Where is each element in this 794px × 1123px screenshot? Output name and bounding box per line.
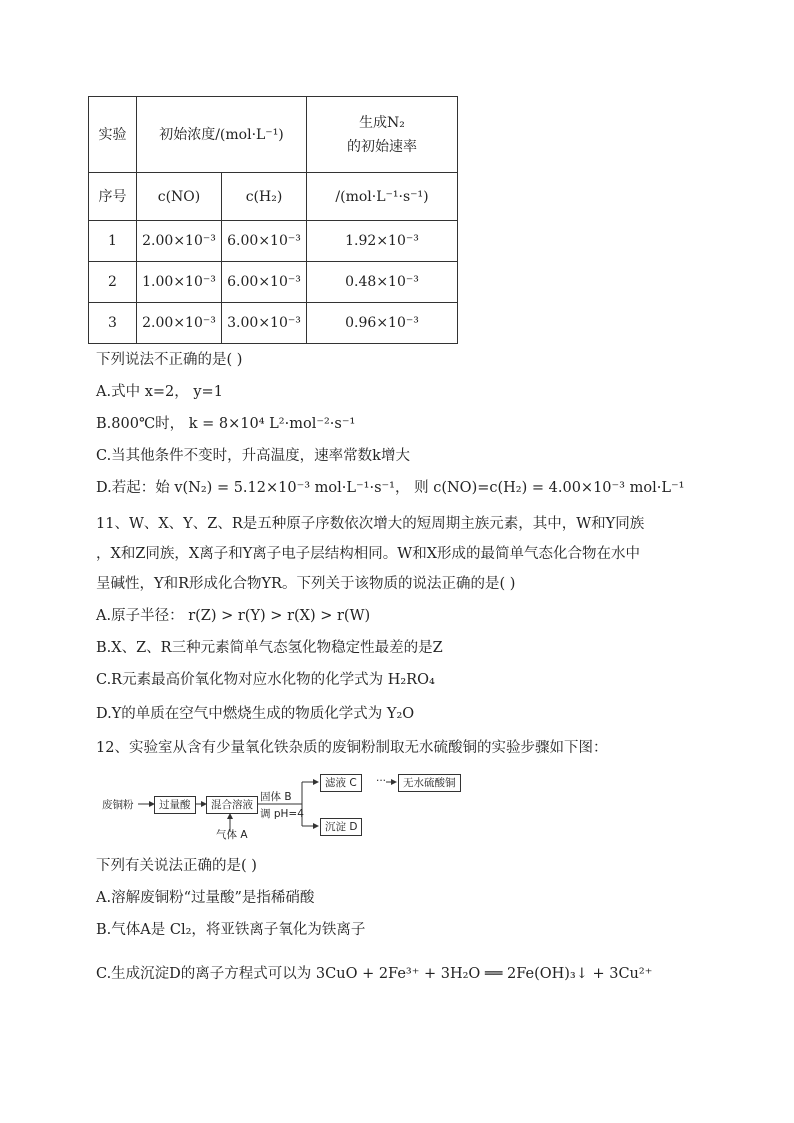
cell-c-no: 2.00×10⁻³ [137,303,222,344]
q11-option-b: B.X、Z、R三种元素简单气态氢化物稳定性最差的是Z [96,640,443,656]
cell-rate: 0.48×10⁻³ [307,262,458,303]
flow-ellipsis: ··· [376,775,387,787]
q11-stem-line3: 呈碱性，Y和R形成化合物YR。下列关于该物质的说法正确的是( ) [96,576,516,592]
cell-serial: 3 [89,303,137,344]
header-c-no: c(NO) [137,173,222,221]
flow-adjust-ph: 调 pH=4 [260,808,304,820]
q10-option-a: A.式中 x=2， y=1 [96,384,223,400]
table-row [89,303,458,344]
q12-option-c: C.生成沉淀D的离子方程式可以为 3CuO + 2Fe³⁺ + 3H₂O ══ 2Fe(OH)₃↓ + 3Cu²⁺ [96,966,653,982]
flow-filtrate-c: 滤液 C [320,774,362,792]
flow-gas-a: 气体 A [216,829,248,841]
rate-data-table [88,96,458,344]
cell-serial: 1 [89,221,137,262]
q11-stem-line2: ，X和Z同族，X离子和Y离子电子层结构相同。W和X形成的最简单气态化合物在水中 [96,546,641,562]
header-rate-unit: /(mol·L⁻¹·s⁻¹) [307,173,458,221]
cell-c-no: 1.00×10⁻³ [137,262,222,303]
table-row [89,262,458,303]
q11-option-c: C.R元素最高价氧化物对应水化物的化学式为 H₂RO₄ [96,672,435,688]
flow-solid-b: 固体 B [260,791,292,803]
header-rate-line1: 生成N₂ [359,114,405,131]
cell-rate: 0.96×10⁻³ [307,303,458,344]
q10-option-d: D.若起：始 v(N₂) = 5.12×10⁻³ mol·L⁻¹·s⁻¹， 则 c(NO)=c(H₂) = 4.00×10⁻³ mol·L⁻¹ [96,480,685,496]
header-experiment: 实验 [89,97,137,173]
header-initial-concentration: 初始浓度/(mol·L⁻¹) [137,97,307,173]
flow-step-acid: 过量酸 [154,796,196,814]
q10-option-b: B.800℃时， k = 8×10⁴ L²·mol⁻²·s⁻¹ [96,416,356,432]
q12-option-b: B.气体A是 Cl₂，将亚铁离子氧化为铁离子 [96,922,366,938]
q12-stem-2: 下列有关说法正确的是( ) [96,858,257,874]
cell-c-h2: 6.00×10⁻³ [222,262,307,303]
cell-c-no: 2.00×10⁻³ [137,221,222,262]
q12-option-a: A.溶解废铜粉“过量酸”是指稀硝酸 [96,890,315,906]
q11-stem-line1: 11、W、X、Y、Z、R是五种原子序数依次增大的短周期主族元素，其中，W和Y同族 [96,516,645,532]
header-rate [307,97,458,173]
flow-product: 无水硫酸铜 [398,774,461,792]
process-flow-diagram [100,768,520,840]
q11-option-d: D.Y的单质在空气中燃烧生成的物质化学式为 Y₂O [96,706,415,722]
cell-c-h2: 3.00×10⁻³ [222,303,307,344]
table-row [89,221,458,262]
flow-precipitate-d: 沉淀 D [320,818,362,836]
q12-stem: 12、实验室从含有少量氧化铁杂质的废铜粉制取无水硫酸铜的实验步骤如下图： [96,740,608,756]
cell-rate: 1.92×10⁻³ [307,221,458,262]
cell-c-h2: 6.00×10⁻³ [222,221,307,262]
q11-option-a: A.原子半径： r(Z) > r(Y) > r(X) > r(W) [96,608,371,624]
header-rate-line2: 的初始速率 [347,138,417,155]
header-serial: 序号 [89,173,137,221]
q10-stem: 下列说法不正确的是( ) [96,352,243,368]
cell-serial: 2 [89,262,137,303]
q10-option-c: C.当其他条件不变时，升高温度，速率常数k增大 [96,448,410,464]
flow-start: 废铜粉 [102,799,134,811]
header-c-h2: c(H₂) [222,173,307,221]
flow-step-mixed-solution: 混合溶液 [206,796,258,814]
